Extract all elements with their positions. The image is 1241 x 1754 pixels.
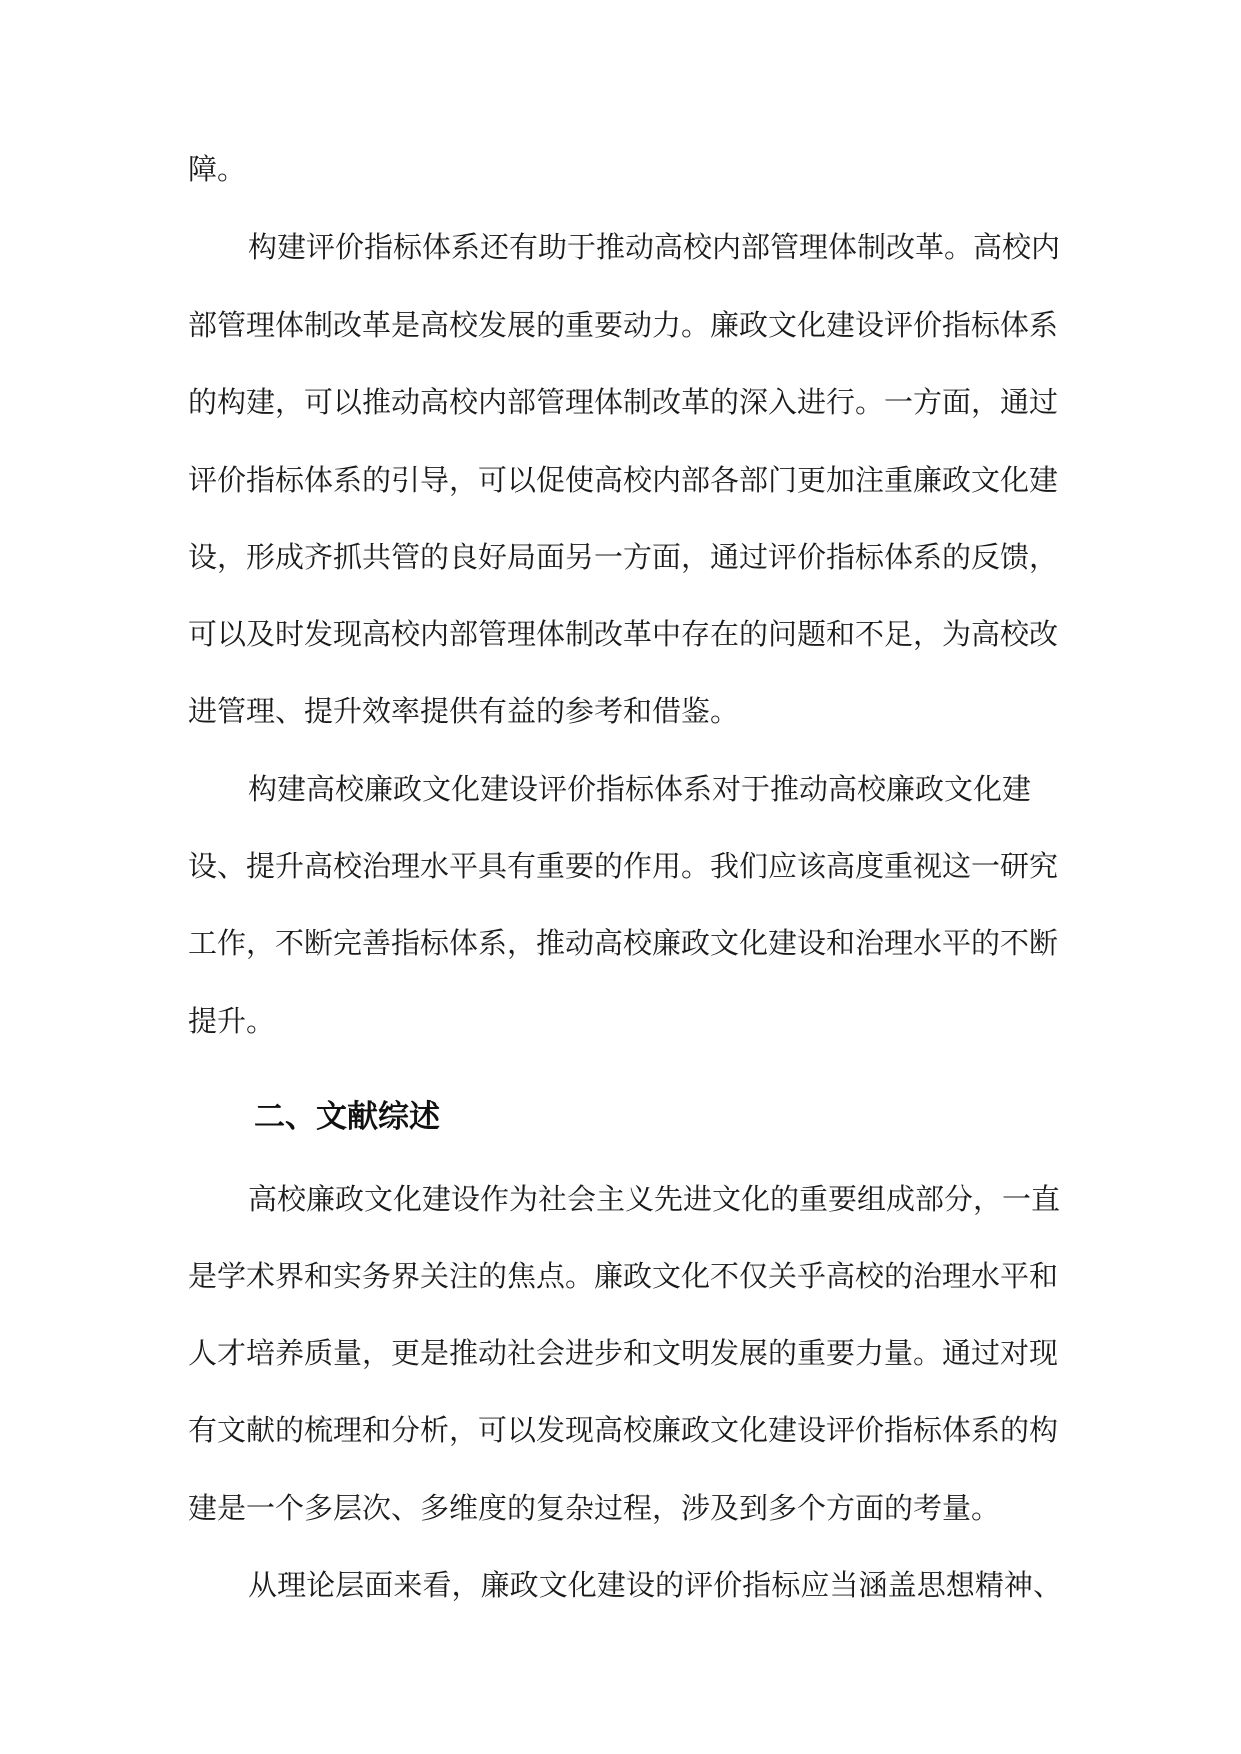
text-line xyxy=(0,228,1241,266)
line-text: 可以及时发现高校内部管理体制改革中存在的问题和不足，为高校改 xyxy=(188,617,1059,651)
text-line xyxy=(0,306,1241,344)
text-line xyxy=(0,538,1241,576)
line-text: 的构建，可以推动高校内部管理体制改革的深入进行。一方面，通过 xyxy=(188,385,1059,419)
text-line xyxy=(0,1334,1241,1372)
line-text: 建是一个多层次、多维度的复杂过程，涉及到多个方面的考量。 xyxy=(188,1491,1001,1525)
text-line xyxy=(0,383,1241,421)
text-line xyxy=(0,1489,1241,1527)
text-line xyxy=(0,1411,1241,1449)
line-text: 构建评价指标体系还有助于推动高校内部管理体制改革。高校内 xyxy=(248,230,1061,264)
line-text: 从理论层面来看，廉政文化建设的评价指标应当涵盖思想精神、 xyxy=(248,1568,1062,1602)
text-line xyxy=(0,847,1241,885)
text-line xyxy=(0,1002,1241,1040)
text-line xyxy=(0,461,1241,499)
line-text: 进管理、提升效率提供有益的参考和借鉴。 xyxy=(188,694,740,728)
text-line xyxy=(0,615,1241,653)
text-line xyxy=(0,924,1241,962)
line-text: 部管理体制改革是高校发展的重要动力。廉政文化建设评价指标体系 xyxy=(188,308,1059,342)
line-text: 高校廉政文化建设作为社会主义先进文化的重要组成部分，一直 xyxy=(248,1182,1061,1216)
text-line xyxy=(0,1566,1241,1604)
line-text: 设，形成齐抓共管的良好局面另一方面，通过评价指标体系的反馈， xyxy=(188,540,1059,574)
line-text: 工作，不断完善指标体系，推动高校廉政文化建设和治理水平的不断 xyxy=(188,926,1059,960)
text-line xyxy=(0,770,1241,808)
line-text: 人才培养质量，更是推动社会进步和文明发展的重要力量。通过对现 xyxy=(188,1336,1059,1370)
section-heading: 二、文献综述 xyxy=(254,1099,440,1135)
line-text: 有文献的梳理和分析，可以发现高校廉政文化建设评价指标体系的构 xyxy=(188,1413,1059,1447)
text-line xyxy=(0,1257,1241,1295)
text-line xyxy=(0,150,1241,188)
line-text: 是学术界和实务界关注的焦点。廉政文化不仅关乎高校的治理水平和 xyxy=(188,1259,1059,1293)
line-text: 提升。 xyxy=(188,1004,276,1038)
line-text: 障。 xyxy=(188,152,247,186)
line-text: 构建高校廉政文化建设评价指标体系对于推动高校廉政文化建 xyxy=(248,772,1032,806)
line-text: 设、提升高校治理水平具有重要的作用。我们应该高度重视这一研究 xyxy=(188,849,1059,883)
line-text: 评价指标体系的引导，可以促使高校内部各部门更加注重廉政文化建 xyxy=(188,463,1059,497)
text-line xyxy=(0,692,1241,730)
text-line xyxy=(0,1180,1241,1218)
